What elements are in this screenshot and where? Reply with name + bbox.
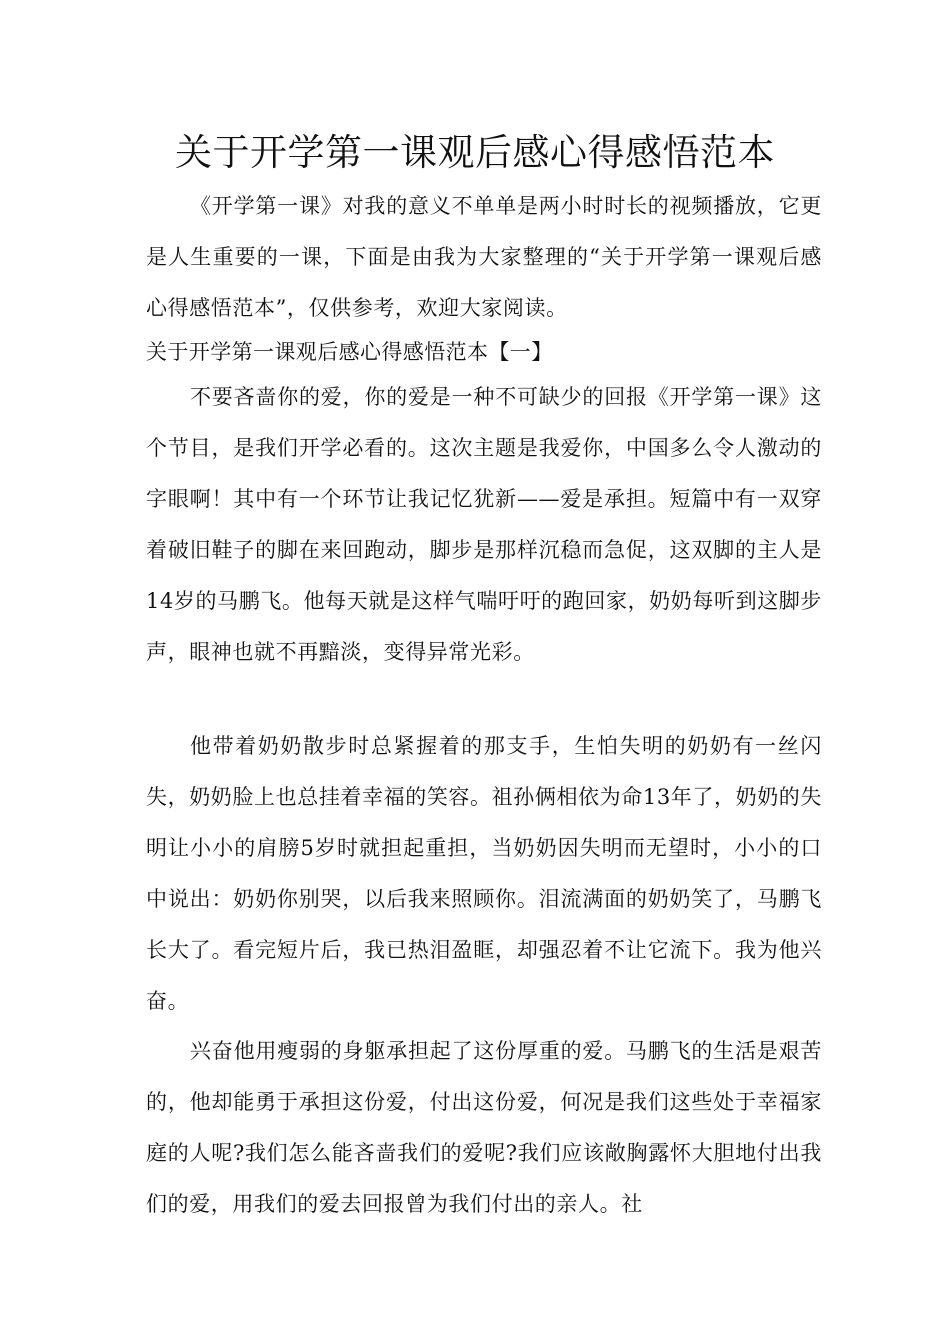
body-paragraph-3: 兴奋他用瘦弱的身躯承担起了这份厚重的爱。马鹏飞的生活是艰苦的，他却能勇于承担这份爱，付出这份爱，何况是我们这些处于幸福家庭的人呢?我们怎么能吝啬我们的爱呢?我们应该敞胸露怀大胆地付出我们的爱，用我们的爱去回报曾为我们付出的亲人。社 <box>146 1039 822 1216</box>
intro-paragraph: 《开学第一课》对我的意义不单单是两小时时长的视频播放，它更是人生重要的一课，下面是由我为大家整理的“关于开学第一课观后感心得感悟范本”，仅供参考，欢迎大家阅读。 <box>146 194 822 320</box>
section-heading: 关于开学第一课观后感心得感悟范本【一】 <box>146 340 553 364</box>
body-paragraph-1: 不要吝啬你的爱，你的爱是一种不可缺少的回报《开学第一课》这个节目，是我们开学必看的。这次主题是我爱你，中国多么令人激动的字眼啊！其中有一个环节让我记忆犹新——爱是承担。短篇中有一双穿着破旧鞋子的脚在来回跑动，脚步是那样沉稳而急促，这双脚的主人是14岁的马鹏飞。他每天就是这样气喘吁吁的跑回家，奶奶每听到这脚步声，眼神也就不再黯淡，变得异常光彩。 <box>146 385 822 664</box>
body-paragraph-2: 他带着奶奶散步时总紧握着的那支手，生怕失明的奶奶有一丝闪失，奶奶脸上也总挂着幸福的笑容。祖孙俩相依为命13年了，奶奶的失明让小小的肩膀5岁时就担起重担，当奶奶因失明而无望时，小小的口中说出：奶奶你别哭，以后我来照顾你。泪流满面的奶奶笑了，马鹏飞长大了。看完短片后，我已热泪盈眶，却强忍着不让它流下。我为他兴奋。 <box>146 734 822 1013</box>
document-title: 关于开学第一课观后感心得感悟范本 <box>175 131 775 174</box>
